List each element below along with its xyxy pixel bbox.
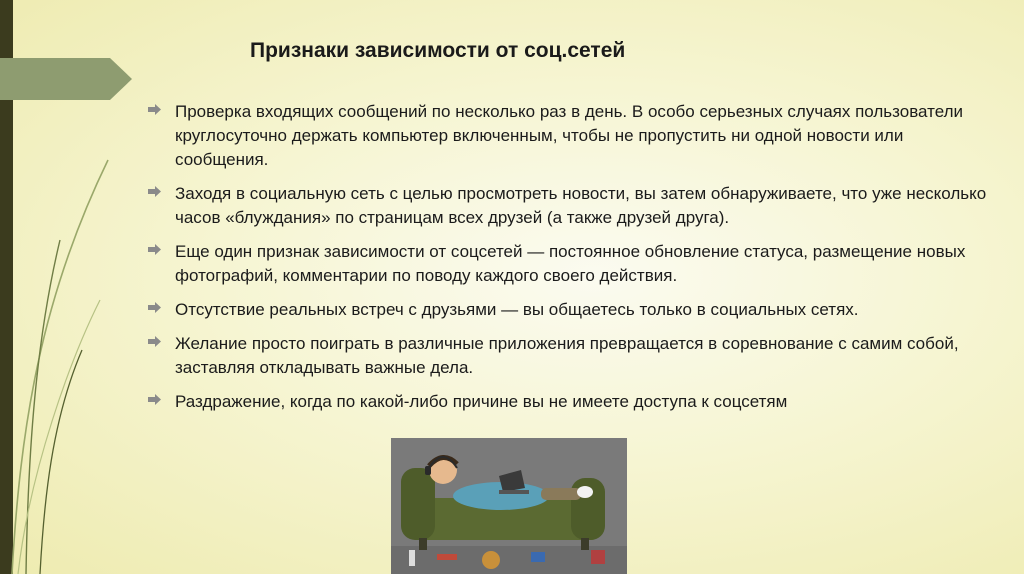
slide-title: Признаки зависимости от соц.сетей (250, 39, 626, 62)
list-item (148, 298, 998, 322)
bullet-text: Отсутствие реальных встреч с друзьями — вы общаетесь только в социальных сетях. (175, 300, 859, 319)
list-item (148, 182, 998, 230)
arrow-right-icon (148, 104, 161, 115)
list-item (148, 390, 998, 414)
bullet-text: Проверка входящих сообщений по несколько раз в день. В особо серьезных случаях пользователи круглосуточно держать компьютер включенным, чтобы не пропустить ни одной новости или сообщения. (175, 102, 964, 169)
title-arrow-shape (0, 58, 132, 100)
arrow-right-icon (148, 336, 161, 347)
bullet-text: Заходя в социальную сеть с целью просмотреть новости, вы затем обнаруживаете, что уже несколько часов «блуждания» по страницам всех друзей (а также друзей друга). (175, 184, 987, 227)
list-item (148, 100, 998, 172)
arrow-right-icon (148, 302, 161, 313)
arrow-right-icon (148, 244, 161, 255)
list-item (148, 332, 998, 380)
bullet-text: Желание просто поиграть в различные приложения превращается в соревнование с самим собой, заставляя откладывать важные дела. (175, 334, 959, 377)
bullet-list (148, 100, 998, 424)
list-item (148, 240, 998, 288)
bullet-text: Раздражение, когда по какой-либо причине вы не имеете доступа к соцсетям (175, 392, 788, 411)
bullet-text: Еще один признак зависимости от соцсетей — постоянное обновление статуса, размещение новых фотографий, комментарии по поводу каждого своего действия. (175, 242, 966, 285)
person-on-couch-illustration (391, 438, 627, 574)
arrow-right-icon (148, 394, 161, 405)
arrow-right-icon (148, 186, 161, 197)
